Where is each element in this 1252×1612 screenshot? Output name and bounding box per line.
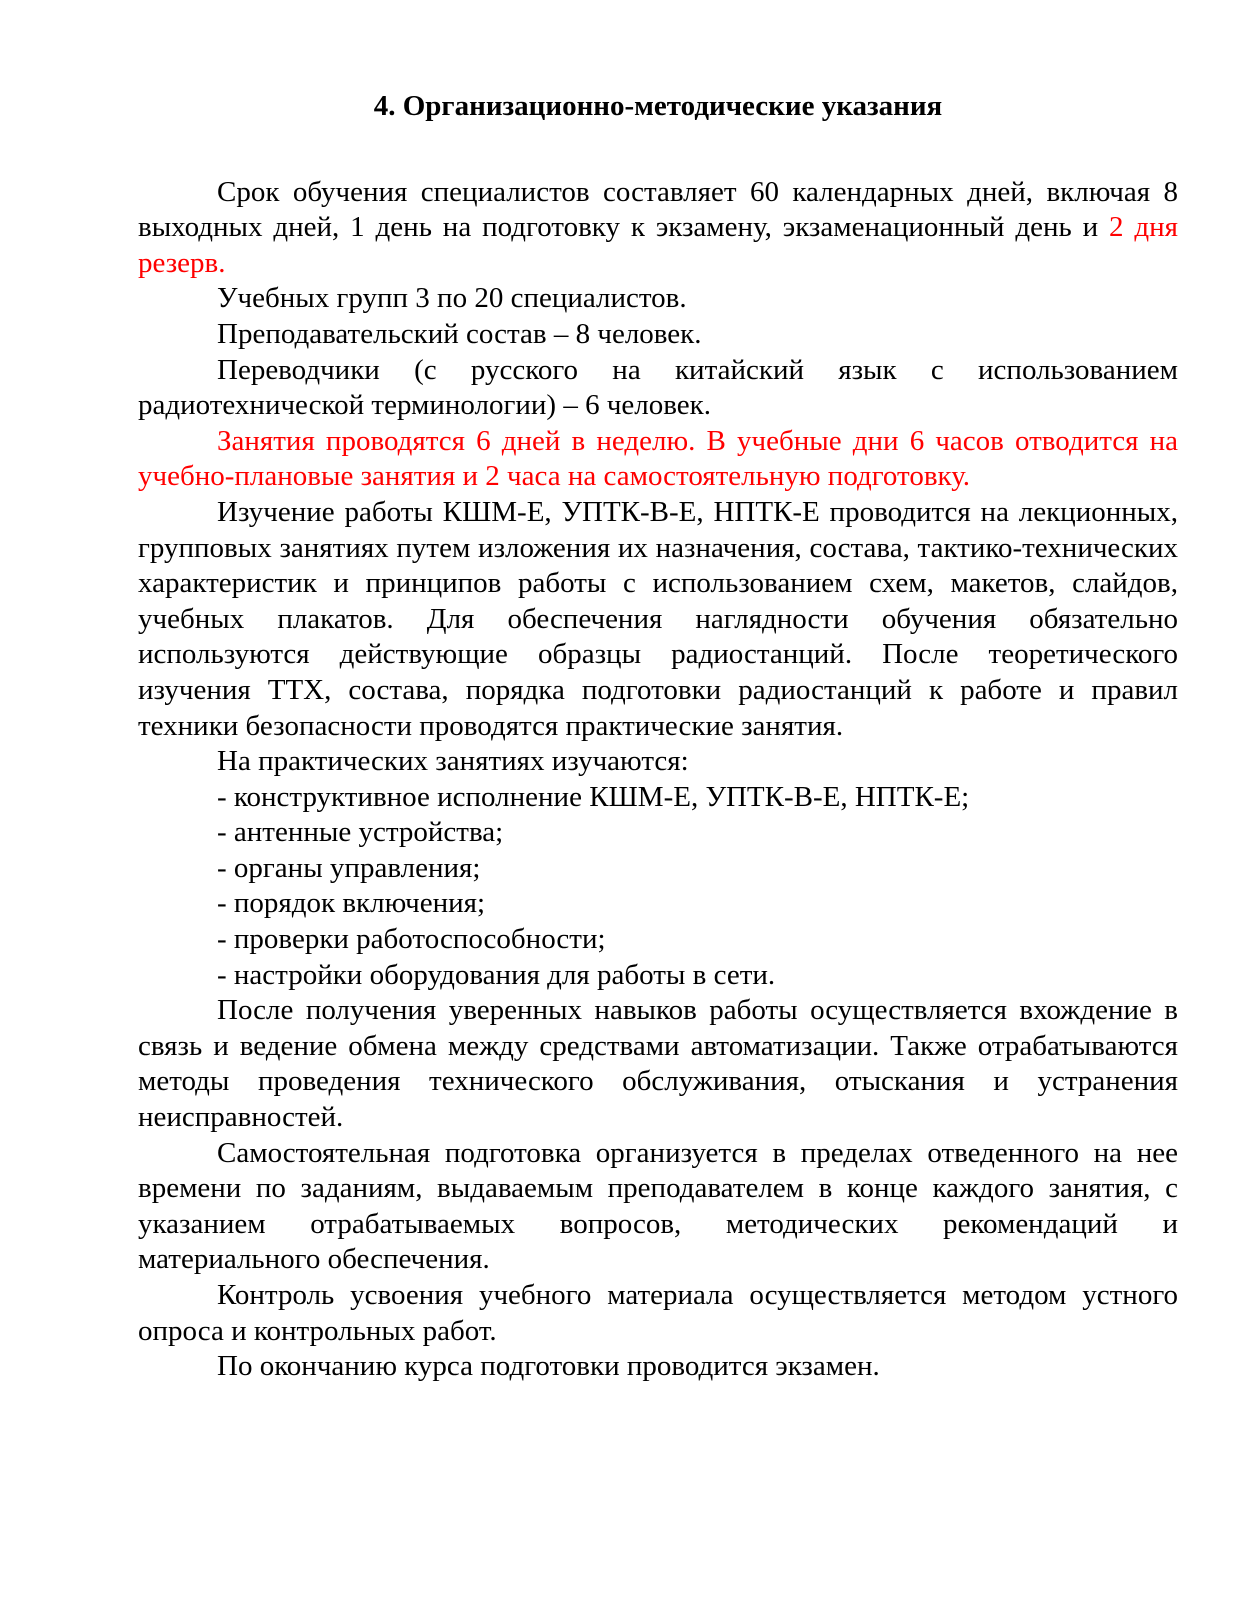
text-run: Контроль усвоения учебного материала осуществляется методом устного опроса и контрольных работ. — [138, 1279, 1178, 1347]
text-run: Срок обучения специалистов составляет 60 календарных дней, включая 8 выходных дней, 1 день на подготовку к экзамену, экзаменационный день и — [138, 175, 1178, 244]
text-run: Учебных групп 3 по 20 специалистов. — [217, 282, 687, 315]
document-body — [138, 175, 1178, 1385]
paragraph — [138, 317, 1178, 353]
text-run: - органы управления; — [217, 851, 481, 884]
text-run: Самостоятельная подготовка организуется в пределах отведенного на нее времени по заданиям, выдаваемым преподавателем в конце каждого занятия, с указанием отрабатываемых вопросов, методических рекомендаций и материального обеспечения. — [138, 1136, 1178, 1276]
paragraph — [138, 993, 1178, 1135]
paragraph — [138, 851, 1178, 887]
paragraph — [138, 353, 1178, 424]
text-run: После получения уверенных навыков работы осуществляется вхождение в связь и ведение обмена между средствами автоматизации. Также отрабатываются методы проведения технического обслуживания, отыскания и устранения неисправностей. — [138, 994, 1178, 1134]
paragraph — [138, 815, 1178, 851]
paragraph — [138, 1136, 1178, 1278]
paragraph — [138, 780, 1178, 816]
paragraph — [138, 886, 1178, 922]
text-run: - порядок включения; — [217, 887, 486, 920]
text-run-highlighted: Занятия проводятся 6 дней в неделю. В учебные дни 6 часов отводится на учебно-плановые занятия и 2 часа на самостоятельную подготовку. — [138, 424, 1178, 493]
document-title: 4. Организационно-методические указания — [373, 90, 943, 122]
text-run: - настройки оборудования для работы в сети. — [217, 958, 776, 991]
paragraph — [138, 424, 1178, 495]
document-content — [138, 89, 1178, 1385]
paragraph — [138, 958, 1178, 994]
text-run: - проверки работоспособности; — [217, 923, 606, 956]
paragraph — [138, 1278, 1178, 1349]
text-run: Переводчики (с русского на китайский язык с использованием радиотехнической терминологии) – 6 человек. — [138, 353, 1178, 422]
paragraph — [138, 175, 1178, 282]
text-run: На практических занятиях изучаются: — [217, 745, 689, 778]
paragraph — [138, 281, 1178, 317]
text-run: - антенные устройства; — [217, 816, 504, 849]
paragraph — [138, 495, 1178, 744]
text-run: - конструктивное исполнение КШМ-Е, УПТК-В-Е, НПТК-Е; — [217, 780, 970, 813]
paragraph — [138, 744, 1178, 780]
text-run: Преподавательский состав – 8 человек. — [217, 317, 702, 350]
text-run: Изучение работы КШМ-Е, УПТК-В-Е, НПТК-Е проводится на лекционных, групповых занятиях путем изложения их назначения, состава, тактико-технических характеристик и принципов работы с использованием схем, макетов, слайдов, учебных плакатов. Для обеспечения наглядности обучения обязательно используются действующие образцы радиостанций. После теоретического изучения ТТХ, состава, порядка подготовки радиостанций к работе и правил техники безопасности проводятся практические занятия. — [138, 495, 1178, 742]
text-run: По окончанию курса подготовки проводится экзамен. — [217, 1350, 880, 1383]
paragraph — [138, 922, 1178, 958]
text-run-highlighted: 2 дня резерв. — [138, 211, 1178, 279]
paragraph — [138, 1349, 1178, 1385]
